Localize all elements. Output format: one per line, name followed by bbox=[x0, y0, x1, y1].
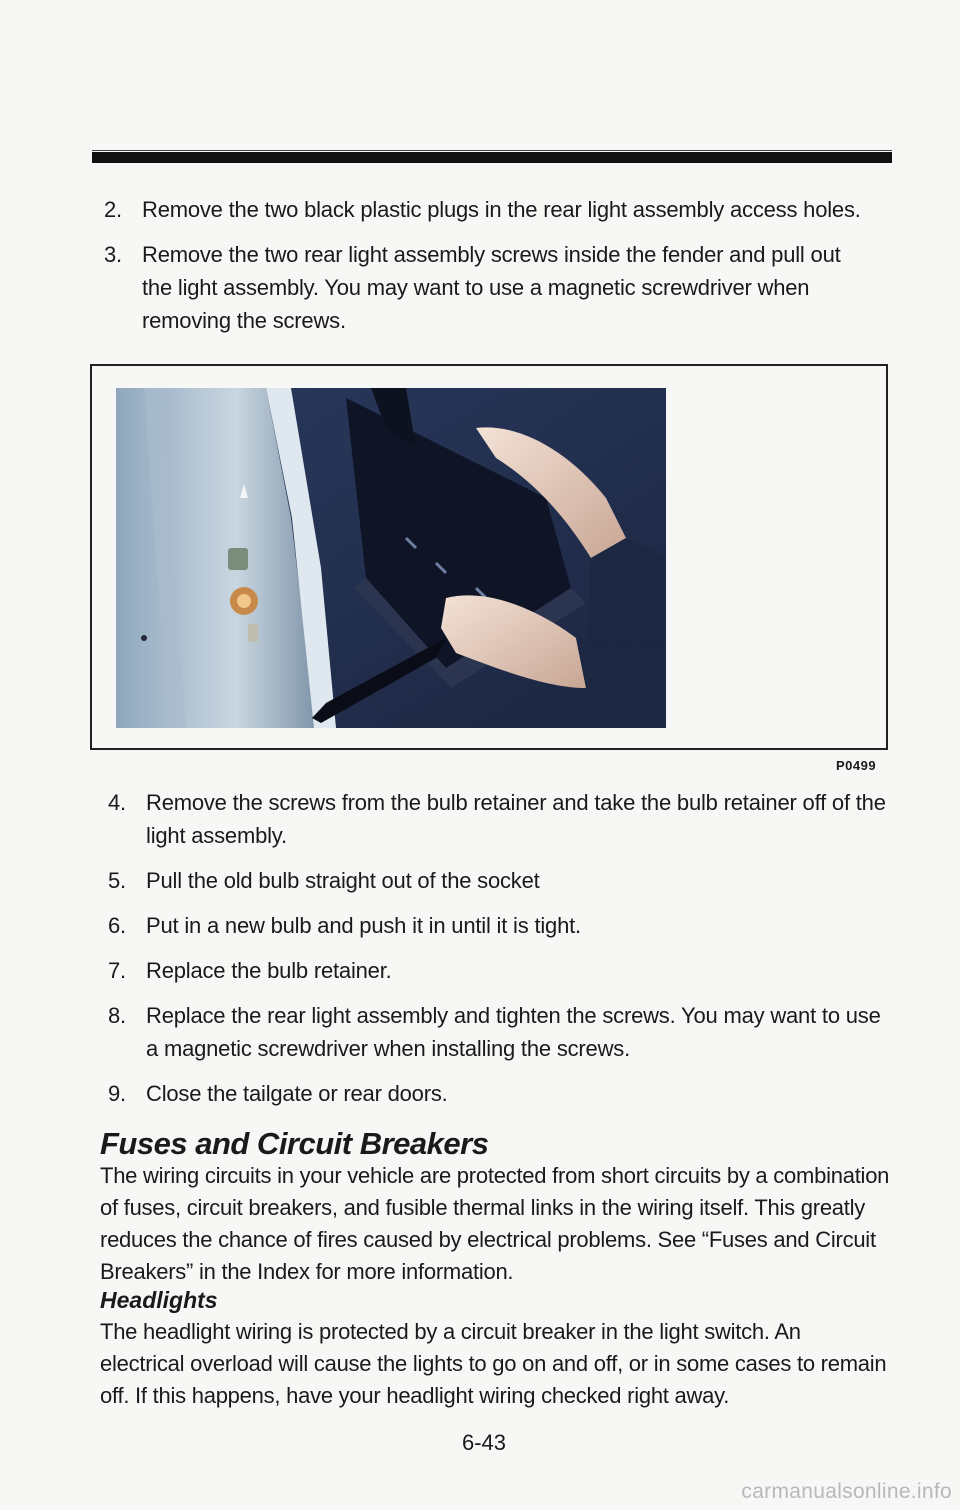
page-number: 6-43 bbox=[462, 1430, 507, 1455]
step-text: Replace the rear light assembly and tighten the screws. You may want to use a magnetic screwdriver when installing the screws. bbox=[146, 1003, 881, 1061]
step-text: Replace the bulb retainer. bbox=[146, 958, 392, 983]
step-text: Close the tailgate or rear doors. bbox=[146, 1081, 448, 1106]
figure-code: P0499 bbox=[836, 758, 877, 773]
step-item bbox=[108, 909, 888, 942]
step-number: 9. bbox=[108, 1081, 126, 1106]
section-body: The wiring circuits in your vehicle are protected from short circuits by a combination of fuses, circuit breakers, and fusible thermal links in the wiring itself. This greatly reduces the chance of fires caused by electrical problems. See “Fuses and Circuit Breakers” in the Index for more information. bbox=[100, 1163, 890, 1284]
step-number: 7. bbox=[108, 958, 126, 983]
step-item bbox=[108, 786, 888, 852]
step-text: Put in a new bulb and push it in until it is tight. bbox=[146, 913, 581, 938]
header-rule bbox=[92, 152, 892, 163]
step-number: 6. bbox=[108, 913, 126, 938]
photo-illustration bbox=[116, 388, 666, 728]
step-item bbox=[108, 864, 888, 897]
steps-list-bottom bbox=[108, 786, 888, 1122]
step-text: Remove the two rear light assembly screws inside the fender and pull out the light assembly. You may want to use a magnetic screwdriver when removing the screws. bbox=[142, 242, 841, 333]
section-heading: Fuses and Circuit Breakers bbox=[100, 1126, 489, 1161]
step-number: 5. bbox=[108, 868, 126, 893]
step-number: 3. bbox=[104, 242, 122, 267]
step-text: Pull the old bulb straight out of the socket bbox=[146, 868, 540, 893]
step-number: 2. bbox=[104, 197, 122, 222]
steps-list-top bbox=[104, 193, 874, 349]
subsection-body: The headlight wiring is protected by a circuit breaker in the light switch. An electrical overload will cause the lights to go on and off, or in some cases to remain off. If this happens, have your headlight wiring checked right away. bbox=[100, 1319, 887, 1408]
figure-photo bbox=[116, 388, 666, 728]
step-item bbox=[108, 1077, 888, 1110]
header-rule-thin bbox=[92, 150, 892, 151]
step-text: Remove the screws from the bulb retainer and take the bulb retainer off of the light assembly. bbox=[146, 790, 886, 848]
step-item bbox=[104, 193, 874, 226]
step-text: Remove the two black plastic plugs in the rear light assembly access holes. bbox=[142, 197, 861, 222]
watermark: carmanualsonline.info bbox=[741, 1480, 952, 1503]
step-number: 8. bbox=[108, 1003, 126, 1028]
step-number: 4. bbox=[108, 790, 126, 815]
step-item bbox=[108, 954, 888, 987]
step-item bbox=[104, 238, 874, 337]
subsection-heading: Headlights bbox=[100, 1287, 218, 1313]
step-item bbox=[108, 999, 888, 1065]
